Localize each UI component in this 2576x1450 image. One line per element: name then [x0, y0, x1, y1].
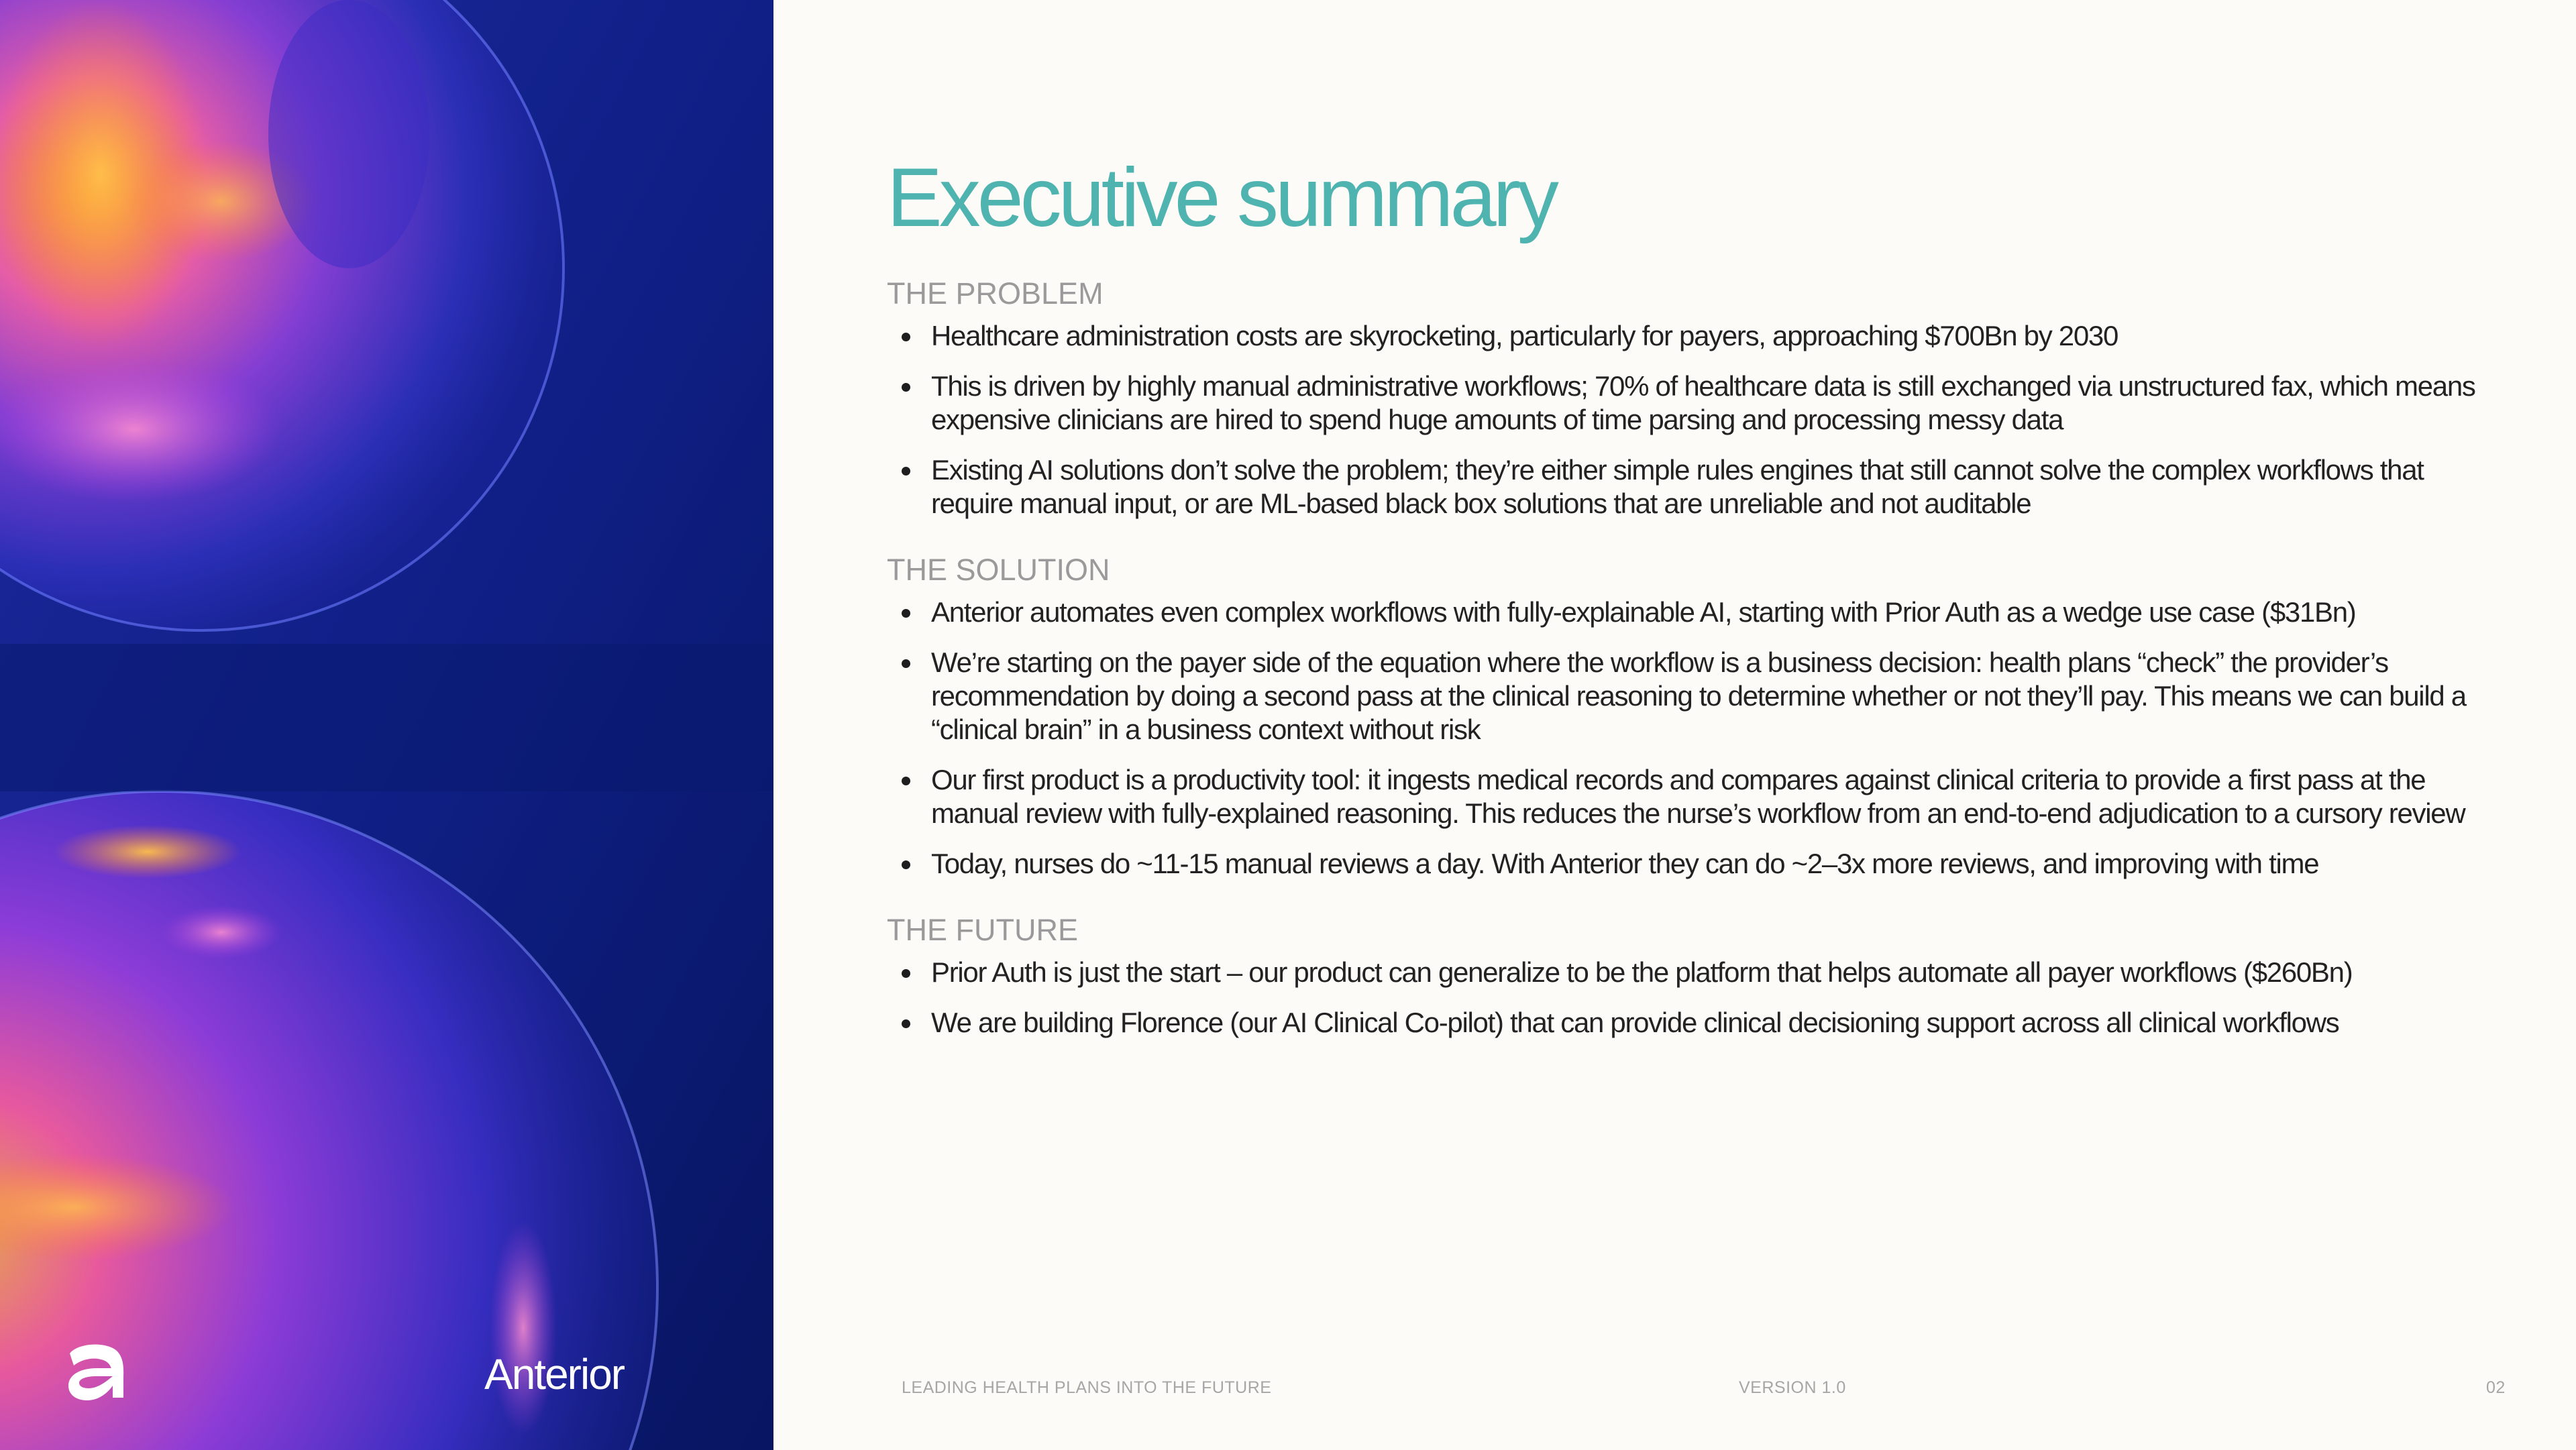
section-solution	[887, 551, 2477, 881]
section-problem	[887, 275, 2477, 520]
slide-content	[887, 148, 2477, 1056]
bullet-list	[887, 956, 2477, 1040]
bullet-dot-icon	[902, 659, 910, 668]
bullet-dot-icon	[902, 333, 910, 341]
abstract-spheres-artwork	[0, 0, 773, 1450]
section-future	[887, 911, 2477, 1040]
bullet-text: Our first product is a productivity tool: it ingests medical records and compares against clinical criteria to provide a first pass at the manual review with fully-explained reasoning. This reduces the nurse’s workflow from an end-to-end adjudication to a cursory review	[931, 764, 2465, 829]
bullet-text: Existing AI solutions don’t solve the problem; they’re either simple rules engines that still cannot solve the complex workflows that require manual input, or are ML-based black box solutions that are unreliable and not auditable	[931, 454, 2424, 519]
bullet-dot-icon	[902, 777, 910, 785]
bullet-dot-icon	[902, 860, 910, 869]
bullet-item	[887, 956, 2477, 989]
bullet-item	[887, 1006, 2477, 1040]
page-number: 02	[2486, 1378, 2506, 1397]
section-heading: THE PROBLEM	[887, 276, 1104, 311]
bullet-item	[887, 319, 2477, 353]
bullet-text: Prior Auth is just the start – our product can generalize to be the platform that helps automate all payer workflows ($260Bn)	[931, 956, 2353, 988]
section-heading: THE FUTURE	[887, 913, 1078, 947]
bullet-item	[887, 847, 2477, 881]
bullet-text: Anterior automates even complex workflows with fully-explainable AI, starting with Prior Auth as a wedge use case ($31Bn)	[931, 596, 2356, 628]
bullet-item	[887, 370, 2477, 437]
bullet-text: We are building Florence (our AI Clinical Co-pilot) that can provide clinical decisioning support across all clinical workflows	[931, 1007, 2339, 1038]
bullet-text: Today, nurses do ~11-15 manual reviews a day. With Anterior they can do ~2–3x more reviews, and improving with time	[931, 848, 2319, 879]
bullet-item	[887, 453, 2477, 520]
footer-version: VERSION 1.0	[1739, 1378, 1846, 1397]
bullet-list	[887, 319, 2477, 520]
bullet-dot-icon	[902, 609, 910, 618]
bullet-text: Healthcare administration costs are skyrocketing, particularly for payers, approaching $700Bn by 2030	[931, 320, 2118, 351]
artwork-panel	[0, 0, 773, 1450]
page-title: Executive summary	[887, 152, 1556, 244]
bullet-text: This is driven by highly manual administrative workflows; 70% of healthcare data is still exchanged via unstructured fax, which means expensive clinicians are hired to spend huge amounts of time parsing and processing messy data	[931, 370, 2475, 435]
bullet-dot-icon	[902, 969, 910, 978]
bullet-dot-icon	[902, 1019, 910, 1028]
bullet-text: We’re starting on the payer side of the equation where the workflow is a business decision: health plans “check” the provider’s recommendation by doing a second pass at the clinical reasoning to determine whether or not they’ll pay. This means we can build a “clinical brain” in a business context without risk	[931, 647, 2466, 745]
bullet-list	[887, 596, 2477, 881]
bullet-item	[887, 646, 2477, 746]
bullet-dot-icon	[902, 467, 910, 476]
brand-name: Anterior	[484, 1350, 625, 1398]
anterior-logo-icon	[64, 1340, 129, 1402]
bullet-item	[887, 763, 2477, 830]
bullet-dot-icon	[902, 383, 910, 392]
footer-tagline: LEADING HEALTH PLANS INTO THE FUTURE	[902, 1378, 1272, 1397]
bullet-item	[887, 596, 2477, 629]
section-heading: THE SOLUTION	[887, 553, 1110, 587]
